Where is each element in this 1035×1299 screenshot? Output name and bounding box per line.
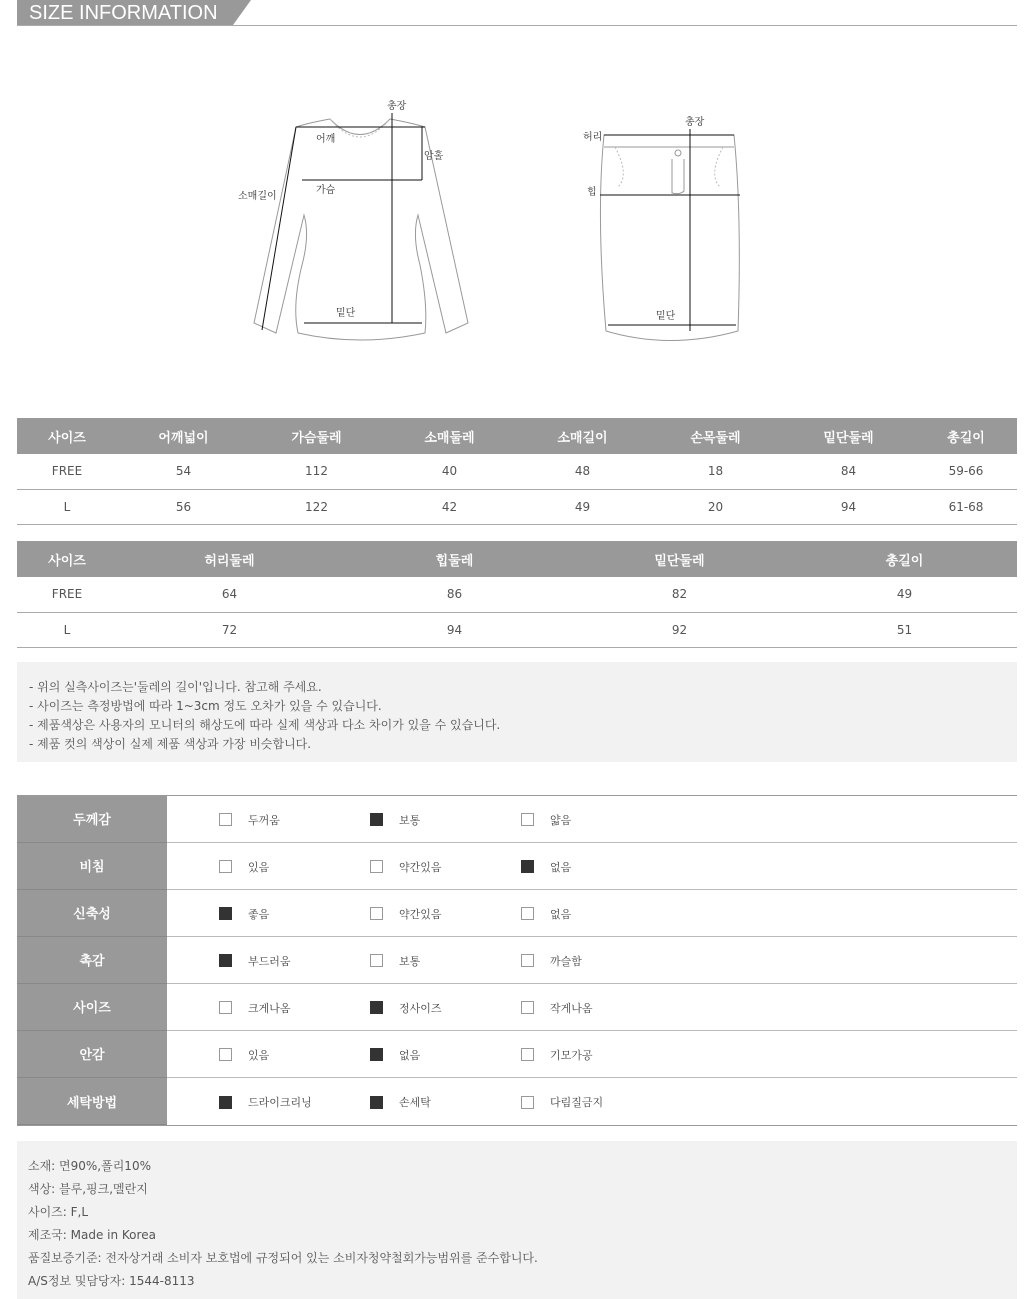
note-line: - 제품색상은 사용자의 모니터의 해상도에 따라 실제 색상과 다소 차이가 있을 수 있습니다. (29, 718, 501, 732)
rating-option (370, 1094, 431, 1110)
unchecked-box-icon (370, 907, 383, 920)
table-row (17, 612, 1017, 647)
rating-option-label: 손세탁 (399, 1096, 431, 1109)
table-cell: 40 (383, 454, 516, 489)
rating-row (17, 890, 1017, 937)
table-cell: 92 (567, 612, 792, 647)
note-line: - 위의 실측사이즈는'둘레의 길이'입니다. 참고해 주세요. (29, 680, 322, 694)
rating-row (17, 937, 1017, 984)
rating-options (167, 890, 1017, 937)
table-cell: 72 (117, 612, 342, 647)
table-cell: 59-66 (915, 454, 1017, 489)
info-material: 소재: 면90%,폴리10% (28, 1159, 151, 1173)
info-color: 색상: 블루,핑크,멜란지 (28, 1182, 148, 1196)
table-cell: 61-68 (915, 489, 1017, 524)
label-skirt-hem: 밑단 (656, 311, 676, 322)
column-header: 총길이 (792, 541, 1017, 577)
rating-option-label: 까슬함 (550, 954, 582, 968)
unchecked-box-icon (370, 954, 383, 967)
rating-option (370, 906, 442, 922)
rating-option-label: 있음 (248, 860, 270, 874)
rating-option (219, 1000, 291, 1016)
table-cell: 112 (250, 454, 383, 489)
info-size: 사이즈: F,L (28, 1205, 89, 1219)
product-info (17, 1141, 1017, 1299)
rating-option (521, 859, 571, 875)
rating-label: 두께감 (17, 796, 167, 843)
rating-option (370, 1047, 420, 1063)
table-row (17, 489, 1017, 524)
rating-option-label: 기모가공 (550, 1048, 593, 1062)
rating-label: 사이즈 (17, 984, 167, 1031)
rating-label: 촉감 (17, 937, 167, 984)
garment-illustrations (230, 95, 760, 355)
rating-option (521, 1094, 603, 1110)
table-header-row (17, 541, 1017, 577)
table-cell: FREE (17, 577, 117, 612)
rating-row (17, 1031, 1017, 1078)
rating-option-label: 부드러움 (248, 954, 291, 968)
rating-options (167, 1031, 1017, 1078)
checked-box-icon (219, 1096, 232, 1109)
rating-row (17, 843, 1017, 890)
label-chest: 가슴 (316, 185, 336, 196)
rating-row (17, 984, 1017, 1031)
rating-option (370, 953, 420, 969)
rating-option (219, 906, 269, 922)
table-row (17, 454, 1017, 489)
label-armhole: 암홀 (424, 151, 444, 162)
table-header-row (17, 418, 1017, 454)
rating-option-label: 작게나옴 (550, 1001, 593, 1015)
rating-option-label: 다림질금지 (550, 1096, 604, 1109)
column-header: 소매둘레 (383, 418, 516, 454)
table-cell: 20 (649, 489, 782, 524)
section-header (17, 0, 1017, 27)
rating-option (219, 1094, 312, 1110)
label-skirt-total-length: 총장 (685, 117, 705, 128)
column-header: 사이즈 (17, 541, 117, 577)
rating-option (370, 1000, 442, 1016)
note-line: - 제품 컷의 색상이 실제 제품 색상과 가장 비슷합니다. (29, 737, 312, 751)
note-line: - 사이즈는 측정방법에 따라 1~3cm 정도 오차가 있을 수 있습니다. (29, 699, 382, 713)
rating-option (370, 859, 442, 875)
checked-box-icon (370, 1048, 383, 1061)
measurement-diagram (230, 95, 760, 355)
column-header: 어깨넓이 (117, 418, 250, 454)
fabric-rating-table (17, 795, 1017, 1126)
rating-options (167, 796, 1017, 843)
table-cell: 48 (516, 454, 649, 489)
unchecked-box-icon (521, 907, 534, 920)
rating-option (219, 953, 291, 969)
table-cell: 64 (117, 577, 342, 612)
table-cell: L (17, 612, 117, 647)
table-cell: 94 (782, 489, 915, 524)
table-row (17, 577, 1017, 612)
rating-option (521, 1047, 593, 1063)
column-header: 가슴둘레 (250, 418, 383, 454)
skirt-illustration (600, 135, 739, 341)
rating-row (17, 1078, 1017, 1125)
unchecked-box-icon (521, 1048, 534, 1061)
rating-option-label: 없음 (550, 860, 572, 874)
checked-box-icon (521, 860, 534, 873)
column-header: 손목둘레 (649, 418, 782, 454)
rating-row (17, 796, 1017, 843)
rating-option-label: 약간있음 (399, 907, 442, 921)
column-header: 허리둘레 (117, 541, 342, 577)
rating-option-label: 두꺼움 (248, 813, 280, 827)
info-as-contact: A/S정보 및담당자: 1544-8113 (28, 1274, 195, 1288)
info-warranty: 품질보증기준: 전자상거래 소비자 보호법에 규정되어 있는 소비자청약철회가능범위를 준수합니다. (28, 1251, 538, 1265)
rating-option-label: 크게나옴 (248, 1001, 291, 1015)
rating-option (521, 1000, 593, 1016)
checked-box-icon (370, 813, 383, 826)
checked-box-icon (219, 907, 232, 920)
rating-label: 비침 (17, 843, 167, 890)
skirt-size-table (17, 541, 1017, 648)
rating-options (167, 843, 1017, 890)
rating-option (370, 812, 420, 828)
label-hip: 힙 (587, 187, 597, 198)
column-header: 사이즈 (17, 418, 117, 454)
unchecked-box-icon (219, 1001, 232, 1014)
unchecked-box-icon (521, 954, 534, 967)
column-header: 밑단둘레 (782, 418, 915, 454)
unchecked-box-icon (521, 813, 534, 826)
column-header: 힙둘레 (342, 541, 567, 577)
info-origin: 제조국: Made in Korea (28, 1228, 156, 1242)
rating-option-label: 좋음 (248, 907, 270, 921)
table-cell: 42 (383, 489, 516, 524)
table-cell: 82 (567, 577, 792, 612)
rating-option-label: 보통 (399, 954, 421, 968)
label-sleeve-length: 소매길이 (238, 191, 277, 202)
label-waist: 허리 (583, 132, 603, 143)
column-header: 총길이 (915, 418, 1017, 454)
checked-box-icon (370, 1096, 383, 1109)
size-notes (17, 662, 1017, 762)
rating-option (219, 1047, 269, 1063)
rating-option (521, 953, 582, 969)
rating-options (167, 937, 1017, 984)
table-cell: 56 (117, 489, 250, 524)
rating-option-label: 얇음 (550, 813, 572, 827)
table-cell: 51 (792, 612, 1017, 647)
table-cell: 18 (649, 454, 782, 489)
rating-option-label: 있음 (248, 1048, 270, 1062)
unchecked-box-icon (521, 1001, 534, 1014)
label-top-hem: 밑단 (336, 308, 356, 319)
table-cell: 84 (782, 454, 915, 489)
table-cell: 49 (792, 577, 1017, 612)
rating-option (219, 812, 280, 828)
checked-box-icon (370, 1001, 383, 1014)
rating-label: 신축성 (17, 890, 167, 937)
rating-option (521, 906, 571, 922)
rating-label: 안감 (17, 1031, 167, 1078)
table-cell: 94 (342, 612, 567, 647)
rating-options (167, 1078, 1017, 1125)
rating-option-label: 없음 (550, 907, 572, 921)
top-size-table (17, 418, 1017, 525)
label-shoulder: 어깨 (316, 134, 336, 145)
rating-option-label: 보통 (399, 813, 421, 827)
header-divider (17, 25, 1017, 26)
rating-label: 세탁방법 (17, 1078, 167, 1125)
unchecked-box-icon (219, 1048, 232, 1061)
rating-option (521, 812, 571, 828)
rating-options (167, 984, 1017, 1031)
label-top-total-length: 총장 (387, 101, 407, 112)
table-cell: 49 (516, 489, 649, 524)
unchecked-box-icon (521, 1096, 534, 1109)
table-cell: 86 (342, 577, 567, 612)
table-cell: 122 (250, 489, 383, 524)
section-title: SIZE INFORMATION (17, 0, 233, 25)
column-header: 소매길이 (516, 418, 649, 454)
rating-option-label: 드라이크리닝 (248, 1096, 312, 1109)
unchecked-box-icon (370, 860, 383, 873)
table-cell: FREE (17, 454, 117, 489)
column-header: 밑단둘레 (567, 541, 792, 577)
rating-option-label: 정사이즈 (399, 1001, 442, 1015)
checked-box-icon (219, 954, 232, 967)
rating-option (219, 859, 269, 875)
table-cell: 54 (117, 454, 250, 489)
unchecked-box-icon (219, 860, 232, 873)
rating-option-label: 약간있음 (399, 860, 442, 874)
unchecked-box-icon (219, 813, 232, 826)
table-cell: L (17, 489, 117, 524)
rating-option-label: 없음 (399, 1048, 421, 1062)
